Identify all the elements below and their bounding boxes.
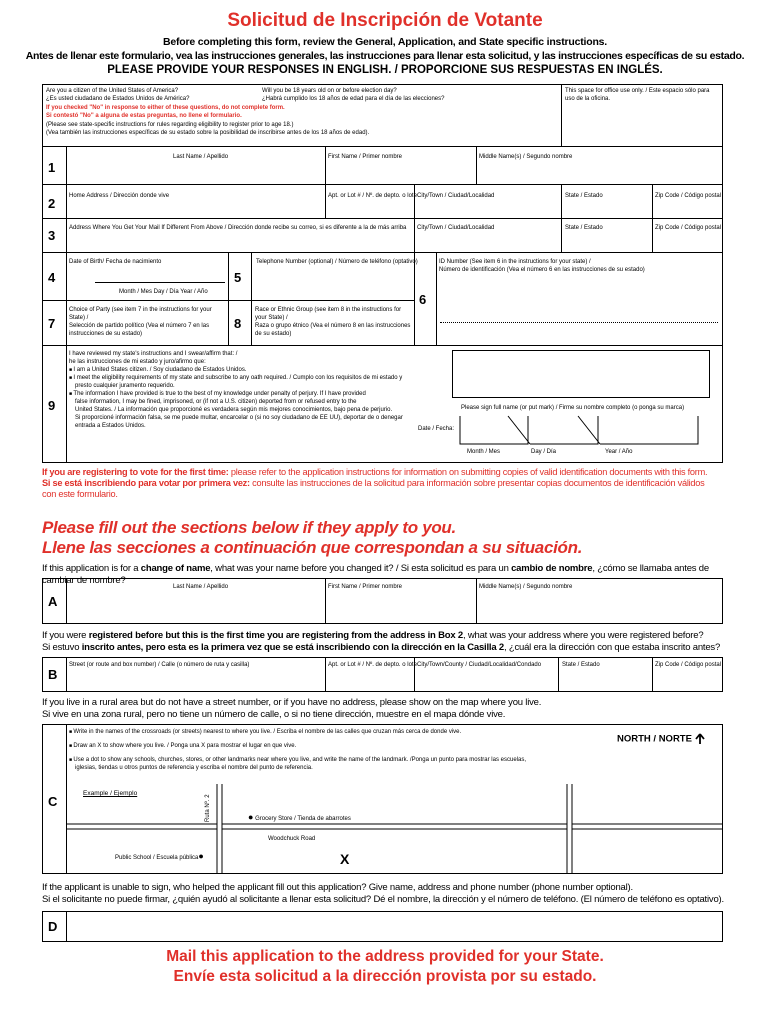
mail-instruction-es: Envíe esta solicitud a la dirección provista por su estado. [173, 968, 597, 985]
phone-field[interactable] [256, 272, 410, 292]
box-a-prompt: If this application is for a change of name, what was your name before you changed it? / Si esta solicitud es para un cambio de nombre, ¿cómo se llamaba antes de cambiar de nombre? [42, 563, 709, 586]
prev-apt-label: Apt. or Lot # / Nº. de depto. o lote [328, 662, 417, 668]
box-b-letter: B [48, 667, 58, 682]
divider [228, 252, 229, 300]
route-label: Ruta Nº. 2 [205, 794, 211, 822]
box-c-prompt: If you live in a rural area but do not have a street number, or if you have no address, please show on the map where you live. Si vive en una zona rural, pero no tiene un número de calle, o si no tiene dirección, muestre en el mapa dónde vive. [42, 697, 542, 720]
id-number-label: ID Number (See item 6 in the instructions for your state) / Número de identificación (Vea el número 6 en las instrucciones de su estado) [439, 259, 645, 273]
north-arrow-icon [695, 733, 705, 745]
box-8-number: 8 [234, 316, 242, 331]
eligibility-note: (Please see state-specific instructions for rules regarding eligibility to register prior to age 18.) (Vea también las instrucciones específicas de su estado sobre la posibilidad de inscribirse antes de los 18 años de edad). [46, 122, 370, 136]
divider [42, 184, 723, 185]
example-label: Example / Ejemplo [83, 790, 138, 797]
citizen-question: Are you a citizen of the United States of America? ¿Es usted ciudadano de Estados Unidos de América? [46, 88, 190, 102]
race-label: Race or Ethnic Group (see item 8 in the instructions for your State) / Raza o grupo étnico (Vea el número 8 en las instrucciones de su estado) [255, 307, 411, 337]
prev-middle-name-field[interactable] [480, 596, 722, 620]
prev-street-label: Street (or route and box number) / Calle (o número de ruta y casilla) [69, 662, 250, 668]
middle-name-label: Middle Name(s) / Segundo nombre [479, 154, 573, 160]
dob-field[interactable] [95, 266, 229, 283]
dob-label: Date of Birth/ Fecha de nacimiento [69, 259, 162, 265]
mail-state-field[interactable] [565, 234, 653, 251]
state-label: State / Estado [565, 193, 603, 199]
signature-box[interactable] [452, 350, 710, 398]
prev-first-name-label: First Name / Primer nombre [328, 584, 403, 590]
dot-marker-icon: ● [198, 851, 204, 861]
divider [66, 300, 67, 345]
phone-label: Telephone Number (optional) / Número de teléfono (optativo) [256, 259, 418, 265]
divider [414, 252, 415, 345]
box-3-number: 3 [48, 228, 56, 243]
instructions-line-1: Before completing this form, review the General, Application, and State specific instructions. [162, 36, 608, 48]
zip-field[interactable] [656, 201, 724, 218]
box-7-number: 7 [48, 316, 56, 331]
sections-heading-es: Llene las secciones a continuación que correspondan a su situación. [42, 538, 583, 557]
oath-text: I have reviewed my state's instructions and I swear/affirm that: / he las instrucciones de mi estado y juro/afirmo que: ■ I am a United States citizen. / Soy ciudadano de Estados Unidos. ■ I meet the eligibility requirements of my state and subscribe to any oath required. / Cumplo con los requisitos de mi estado y presto cualquier juramento requerido. ■ The information I have provided is true to the best of my knowledge under penalty of perjury. If I have provided false information, I may be fined, imprisoned, or (if not a U.S. citizen) deported from or refused entry to the United States. / La información que proporcioné es verdadera según mis mejores conocimientos, bajo pena de perjurio. Si proporcioné información falsa, se me puede multar, encarcelar o (si no soy ciudadano de EE UU), deportar de o denegar entrada a Estados Unidos. [69, 350, 409, 430]
divider [325, 657, 326, 692]
party-label: Choice of Party (see item 7 in the instructions for your State) / Selección de partido político (Vea el número 7 en las instrucciones de su estado) [69, 307, 212, 337]
id-number-field[interactable] [440, 302, 722, 322]
divider [66, 252, 67, 300]
home-address-label: Home Address / Dirección donde vive [69, 193, 170, 199]
date-day-label: Day / Día [531, 449, 557, 455]
mail-address-field[interactable] [70, 234, 414, 251]
date-year-label: Year / Año [605, 449, 633, 455]
box-c-letter: C [48, 794, 58, 809]
grocery-landmark: ● Grocery Store / Tienda de abarrotes [248, 812, 351, 822]
eligibility-warning: If you checked "No" in response to either of these questions, do not complete form. Si contestó "No" a alguna de estas preguntas, no llene el formulario. [46, 105, 285, 119]
mail-zip-field[interactable] [656, 234, 724, 251]
date-month-label: Month / Mes [467, 449, 501, 455]
prev-city-label: City/Town/County / Ciudad/Localidad/Condado [417, 662, 542, 668]
zip-label: Zip Code / Código postal [655, 193, 722, 199]
middle-name-field[interactable] [480, 164, 722, 182]
city-field[interactable] [418, 201, 562, 218]
prev-zip-label: Zip Code / Código postal [655, 662, 722, 668]
prev-last-name-field[interactable] [70, 596, 324, 620]
divider [42, 146, 723, 147]
home-x-marker: X [340, 851, 350, 867]
north-indicator: NORTH / NORTE [617, 733, 705, 745]
instructions-line-2: Antes de llenar este formulario, vea las instrucciones generales, las instrucciones para llenar esta solicitud, y las instrucciones específicas de su estado. [25, 50, 745, 62]
dob-format: Month / Mes Day / Día Year / Año [119, 289, 208, 295]
box-d-letter: D [48, 919, 58, 934]
box-2-number: 2 [48, 196, 56, 211]
mail-city-label: City/Town / Ciudad/Localidad [417, 225, 495, 231]
box-4-number: 4 [48, 270, 56, 285]
divider [66, 578, 67, 624]
map-instructions: ■ Write in the names of the crossroads (or streets) nearest to where you live. / Escriba el nombre de las calles que cruzan más cerca de donde vive. ■ Draw an X to show where you live. / Ponga una X para mostrar el lugar en que vive. ■ Use a dot to show any schools, churches, stores, or other landmarks near where you live, and write the name of the landmark. /Ponga un punto para mostrar las escuelas, iglesias, tiendas u otros puntos de referencia y escriba el nombre del punto de referencia. [69, 728, 539, 772]
page-title: Solicitud de Inscripción de Votante [227, 10, 543, 31]
divider [325, 184, 326, 218]
id-number-dotted-line [440, 322, 718, 323]
prev-state-label: State / Estado [562, 662, 600, 668]
helper-info-field[interactable] [70, 914, 722, 940]
date-entry-boxes[interactable] [458, 414, 708, 446]
state-field[interactable] [565, 201, 653, 218]
last-name-field[interactable] [70, 164, 324, 182]
box-6-number: 6 [419, 292, 427, 307]
apt-label: Apt. or Lot # / Nº. de depto. o lote [328, 193, 417, 199]
divider [325, 146, 326, 184]
divider [42, 218, 723, 219]
office-use-note: This space for office use only. / Este espacio sólo para uso de la oficina. [565, 88, 710, 102]
office-divider [561, 84, 562, 146]
dot-marker-icon: ● [248, 812, 254, 822]
divider [325, 578, 326, 624]
prev-last-name-label: Last Name / Apellido [173, 584, 229, 590]
prev-first-name-field[interactable] [329, 596, 475, 620]
first-name-label: First Name / Primer nombre [328, 154, 403, 160]
language-notice: PLEASE PROVIDE YOUR RESPONSES IN ENGLISH. / PROPORCIONE SUS RESPUESTAS EN INGLÉS. [107, 64, 663, 76]
prev-state-field[interactable] [562, 672, 653, 691]
box-b-prompt: If you were registered before but this is the first time you are registering from the address in Box 2, what was your address where you were registered before? Si estuvo inscrito antes, pero esta es la primera vez que se está inscribiendo con la dirección en la Casilla 2, ¿cuál era la dirección con que estaba inscrito antes? [42, 630, 721, 653]
sections-heading-en: Please fill out the sections below if they apply to you. [42, 518, 456, 537]
first-time-notice: If you are registering to vote for the first time: please refer to the application instructions for information on submitting copies of valid identification documents with this form. Si se está inscribiendo para votar por primera vez: consulte las instrucciones de la solicitud para información sobre presentar copias documentos de identificación válidos con este formulario. [42, 467, 708, 499]
first-name-field[interactable] [329, 164, 475, 182]
school-landmark: Public School / Escuela pública● [115, 851, 204, 861]
box-1-number: 1 [48, 160, 56, 175]
prev-middle-name-label: Middle Name(s) / Segundo nombre [479, 584, 573, 590]
mail-instruction-en: Mail this application to the address provided for your State. [166, 948, 604, 965]
divider [414, 218, 415, 252]
divider [476, 578, 477, 624]
signature-label: Please sign full name (or put mark) / Firme su nombre completo (o ponga su marca) [461, 405, 685, 411]
divider [66, 184, 67, 218]
divider [66, 345, 67, 463]
road-label: Woodchuck Road [268, 836, 316, 842]
age-question: Will you be 18 years old on or before election day? ¿Habrá cumplido los 18 años de edad para el día de las elecciones? [262, 88, 445, 102]
divider [42, 252, 723, 253]
divider [228, 300, 229, 345]
mail-city-field[interactable] [418, 234, 562, 251]
last-name-label: Last Name / Apellido [173, 154, 229, 160]
prev-zip-field[interactable] [656, 672, 724, 691]
mail-address-label: Address Where You Get Your Mail If Different From Above / Dirección donde recibe su correo, si es diferente a la de más arriba [69, 225, 407, 231]
prev-city-field[interactable] [418, 672, 559, 691]
city-label: City/Town / Ciudad/Localidad [417, 193, 495, 199]
divider [476, 146, 477, 184]
prev-apt-field[interactable] [329, 672, 415, 691]
mail-state-label: State / Estado [565, 225, 603, 231]
divider [251, 300, 252, 345]
divider [66, 218, 67, 252]
divider [42, 345, 723, 346]
divider [66, 657, 67, 692]
home-address-field[interactable] [70, 201, 324, 218]
divider [436, 252, 437, 345]
box-5-number: 5 [234, 270, 242, 285]
prev-street-field[interactable] [70, 672, 324, 691]
mail-zip-label: Zip Code / Código postal [655, 225, 722, 231]
divider [66, 146, 67, 184]
divider [251, 252, 252, 300]
date-label: Date / Fecha: [418, 426, 455, 432]
box-d-prompt: If the applicant is unable to sign, who helped the applicant fill out this application? Give name, address and phone number (phone number optional). Si el solicitante no puede firmar, ¿quién ayudó al solicitante a llenar esta solicitud? Dé el nombre, la dirección y el número de teléfono. (El número de teléfono es optativo). [42, 882, 724, 905]
divider [66, 911, 67, 942]
apt-field[interactable] [329, 201, 415, 218]
box-a-letter: A [48, 594, 58, 609]
box-9-number: 9 [48, 398, 56, 413]
